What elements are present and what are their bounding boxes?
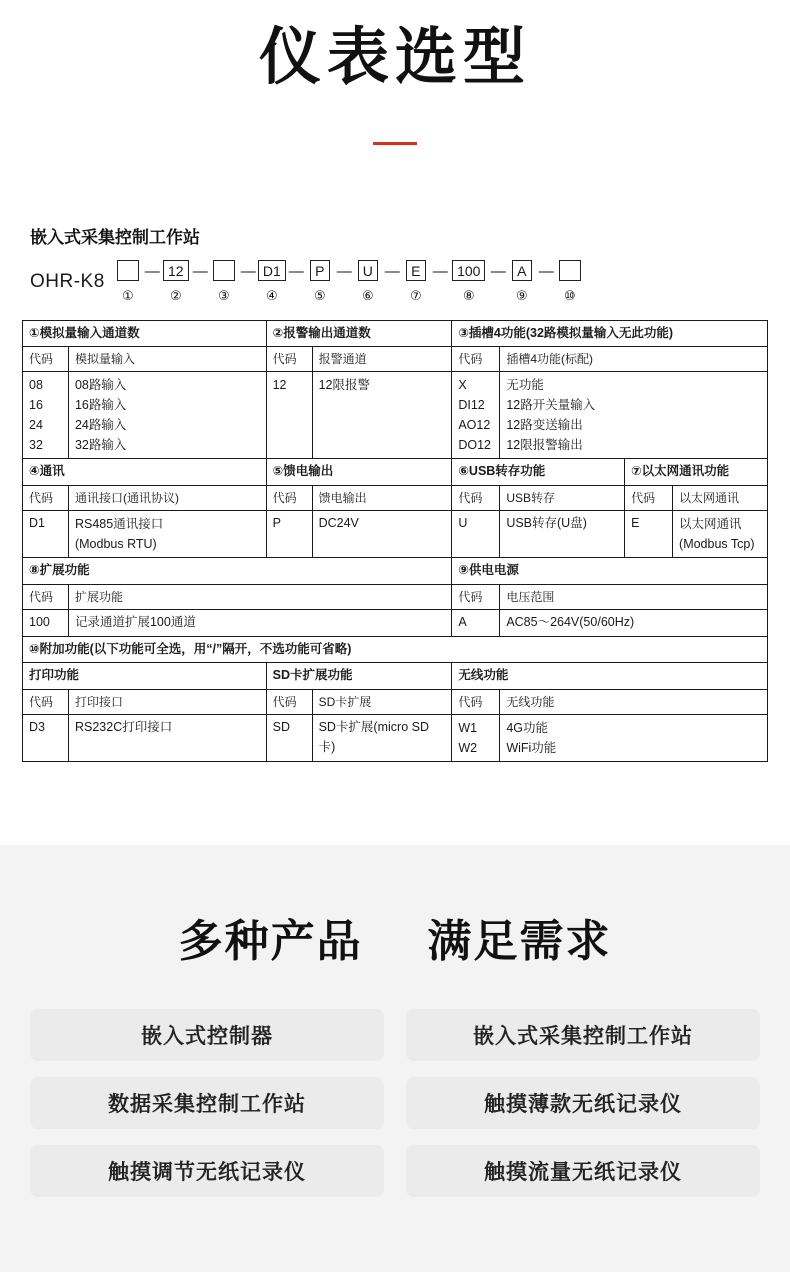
group-6-title: ⑥USB转存功能 bbox=[452, 459, 625, 485]
group-5-col-desc: 馈电输出 bbox=[312, 485, 452, 511]
table-row bbox=[23, 485, 768, 511]
group-2-codes bbox=[266, 372, 312, 459]
group-6-desc: USB转存(U盘) bbox=[500, 511, 625, 558]
group-8-col-desc: 扩展功能 bbox=[68, 584, 451, 610]
model-code-row bbox=[30, 260, 768, 304]
cell-value: 以太网通讯 bbox=[679, 517, 742, 532]
code-segment-1 bbox=[111, 260, 145, 304]
group-7-col-code: 代码 bbox=[625, 485, 673, 511]
code-box-10 bbox=[559, 260, 581, 281]
group-1-codes bbox=[23, 372, 69, 459]
group-7-title: ⑦以太网通讯功能 bbox=[625, 459, 768, 485]
sd-col-code: 代码 bbox=[266, 689, 312, 715]
group-4-title: ④通讯 bbox=[23, 459, 267, 485]
wireless-descs bbox=[500, 715, 768, 762]
table-row bbox=[23, 689, 768, 715]
code-dash-4: — bbox=[288, 263, 304, 280]
code-box-3 bbox=[213, 260, 235, 281]
cell-value: WiFi功能 bbox=[506, 741, 557, 756]
code-dash-1: — bbox=[144, 263, 160, 280]
print-group-title: 打印功能 bbox=[23, 663, 267, 689]
table-row bbox=[23, 610, 768, 636]
print-desc: RS232C打印接口 bbox=[68, 715, 266, 762]
cell-value: 08 bbox=[29, 378, 43, 393]
cell-value: 24 bbox=[29, 418, 43, 433]
product-item-4[interactable]: 触摸薄款无纸记录仪 bbox=[406, 1077, 760, 1129]
group-2-col-code: 代码 bbox=[266, 346, 312, 372]
code-dash-2: — bbox=[192, 263, 208, 280]
code-box-1 bbox=[117, 260, 139, 281]
product-item-6[interactable]: 触摸流量无纸记录仪 bbox=[406, 1145, 760, 1197]
code-segment-5 bbox=[303, 260, 337, 304]
table-row bbox=[23, 511, 768, 558]
table-row bbox=[23, 715, 768, 762]
code-dash-6: — bbox=[384, 263, 400, 280]
group-9-code: A bbox=[452, 610, 500, 636]
group-2-title: ②报警输出通道数 bbox=[266, 320, 452, 346]
code-dash-8: — bbox=[490, 263, 506, 280]
product-list bbox=[30, 1009, 760, 1197]
group-3-descs bbox=[500, 372, 768, 459]
code-dash-9: — bbox=[538, 263, 554, 280]
products-heading-right: 满足需求 bbox=[427, 916, 612, 967]
model-prefix: OHR-K8 bbox=[30, 270, 105, 292]
code-dash-7: — bbox=[432, 263, 448, 280]
group-5-code: P bbox=[266, 511, 312, 558]
cell-value: W1 bbox=[458, 721, 478, 736]
code-marker-1: ① bbox=[121, 287, 134, 303]
group-9-col-code: 代码 bbox=[452, 584, 500, 610]
cell-value: 08路输入 bbox=[74, 378, 127, 393]
group-4-desc bbox=[68, 511, 266, 558]
table-row bbox=[23, 320, 768, 346]
group-4-code: D1 bbox=[23, 511, 69, 558]
code-marker-2: ② bbox=[169, 287, 182, 303]
code-marker-10: ⑩ bbox=[563, 287, 576, 303]
code-marker-7: ⑦ bbox=[409, 287, 422, 303]
wireless-col-desc: 无线功能 bbox=[500, 689, 768, 715]
page-title: 仪表选型 bbox=[258, 20, 531, 93]
code-segment-6 bbox=[351, 260, 385, 304]
products-heading bbox=[0, 845, 790, 969]
group-3-col-desc: 插槽4功能(标配) bbox=[500, 346, 768, 372]
group-8-desc: 记录通道扩展100通道 bbox=[68, 610, 451, 636]
cell-value: 12限报警输出 bbox=[506, 438, 583, 453]
group-10-title: ⑩附加功能(以下功能可全选，用“/”隔开，不选功能可省略) bbox=[23, 636, 768, 662]
table-row bbox=[23, 663, 768, 689]
model-selector-section bbox=[0, 223, 790, 304]
code-marker-4: ④ bbox=[265, 287, 278, 303]
code-segment-4 bbox=[255, 260, 289, 304]
group-7-desc bbox=[673, 511, 768, 558]
code-dash-3: — bbox=[240, 263, 256, 280]
cell-value: 12路变送输出 bbox=[506, 418, 583, 433]
group-9-desc: AC85～264V(50/60Hz) bbox=[500, 610, 768, 636]
wireless-col-code: 代码 bbox=[452, 689, 500, 715]
cell-value: 16 bbox=[29, 398, 43, 413]
group-2-col-desc: 报警通道 bbox=[312, 346, 452, 372]
code-segment-3 bbox=[207, 260, 241, 304]
code-segment-8 bbox=[447, 260, 491, 304]
cell-value: 12限报警 bbox=[318, 378, 370, 393]
code-box-8: 100 bbox=[452, 260, 485, 281]
cell-value: 4G功能 bbox=[506, 721, 548, 736]
specification-table bbox=[22, 320, 768, 763]
cell-value: (Modbus Tcp) bbox=[679, 537, 755, 552]
table-row bbox=[23, 584, 768, 610]
group-6-col-code: 代码 bbox=[452, 485, 500, 511]
code-marker-3: ③ bbox=[217, 287, 230, 303]
product-item-2[interactable]: 嵌入式采集控制工作站 bbox=[406, 1009, 760, 1061]
code-box-7: E bbox=[406, 260, 426, 281]
sd-code: SD bbox=[266, 715, 312, 762]
group-8-title: ⑧扩展功能 bbox=[23, 558, 452, 584]
group-3-col-code: 代码 bbox=[452, 346, 500, 372]
group-8-col-code: 代码 bbox=[23, 584, 69, 610]
code-marker-6: ⑥ bbox=[361, 287, 374, 303]
sd-desc: SD卡扩展(micro SD卡) bbox=[312, 715, 452, 762]
group-1-title: ①模拟量输入通道数 bbox=[23, 320, 267, 346]
code-segment-9 bbox=[505, 260, 539, 304]
code-box-4: D1 bbox=[258, 260, 286, 281]
title-divider bbox=[373, 142, 417, 145]
table-row bbox=[23, 346, 768, 372]
group-7-code: E bbox=[625, 511, 673, 558]
print-col-code: 代码 bbox=[23, 689, 69, 715]
cell-value: RS485通讯接口 bbox=[74, 517, 164, 532]
cell-value: 12 bbox=[272, 378, 287, 393]
code-box-6: U bbox=[358, 260, 378, 281]
group-3-codes bbox=[452, 372, 500, 459]
code-dash-5: — bbox=[336, 263, 352, 280]
selector-title: 嵌入式采集控制工作站 bbox=[30, 227, 200, 247]
group-5-desc: DC24V bbox=[312, 511, 452, 558]
code-segment-7 bbox=[399, 260, 433, 304]
code-segment-2 bbox=[159, 260, 193, 304]
print-code: D3 bbox=[23, 715, 69, 762]
code-segment-10 bbox=[553, 260, 587, 304]
cell-value: (Modbus RTU) bbox=[74, 537, 157, 552]
sd-col-desc: SD卡扩展 bbox=[312, 689, 452, 715]
group-1-col-desc: 模拟量输入 bbox=[68, 346, 266, 372]
product-item-1[interactable]: 嵌入式控制器 bbox=[30, 1009, 384, 1061]
code-box-2: 12 bbox=[163, 260, 189, 281]
cell-value: AO12 bbox=[458, 418, 491, 433]
group-9-title: ⑨供电电源 bbox=[452, 558, 768, 584]
product-item-5[interactable]: 触摸调节无纸记录仪 bbox=[30, 1145, 384, 1197]
code-marker-8: ⑧ bbox=[462, 287, 475, 303]
cell-value: 12路开关量输入 bbox=[506, 398, 596, 413]
group-6-code: U bbox=[452, 511, 500, 558]
code-box-5: P bbox=[310, 260, 330, 281]
group-4-col-desc: 通讯接口(通讯协议) bbox=[68, 485, 266, 511]
print-col-desc: 打印接口 bbox=[68, 689, 266, 715]
code-marker-9: ⑨ bbox=[515, 287, 528, 303]
cell-value: 32 bbox=[29, 438, 43, 453]
table-row bbox=[23, 459, 768, 485]
group-6-col-desc: USB转存 bbox=[500, 485, 625, 511]
products-section bbox=[0, 845, 790, 1272]
cell-value: DO12 bbox=[458, 438, 491, 453]
table-row bbox=[23, 636, 768, 662]
cell-value: X bbox=[458, 378, 467, 393]
group-3-title: ③插槽4功能(32路模拟量输入无此功能) bbox=[452, 320, 768, 346]
hero-section bbox=[0, 0, 790, 145]
code-marker-5: ⑤ bbox=[313, 287, 326, 303]
code-box-9: A bbox=[512, 260, 532, 281]
group-5-col-code: 代码 bbox=[266, 485, 312, 511]
product-item-3[interactable]: 数据采集控制工作站 bbox=[30, 1077, 384, 1129]
group-5-title: ⑤馈电输出 bbox=[266, 459, 452, 485]
cell-value: 16路输入 bbox=[74, 398, 127, 413]
sd-group-title: SD卡扩展功能 bbox=[266, 663, 452, 689]
cell-value: DI12 bbox=[458, 398, 485, 413]
products-heading-left: 多种产品 bbox=[178, 916, 363, 967]
group-8-code: 100 bbox=[23, 610, 69, 636]
cell-value: W2 bbox=[458, 741, 478, 756]
table-row bbox=[23, 372, 768, 459]
table-row bbox=[23, 558, 768, 584]
group-1-col-code: 代码 bbox=[23, 346, 69, 372]
group-4-col-code: 代码 bbox=[23, 485, 69, 511]
cell-value: 24路输入 bbox=[74, 418, 127, 433]
wireless-group-title: 无线功能 bbox=[452, 663, 768, 689]
group-2-descs bbox=[312, 372, 452, 459]
group-9-col-desc: 电压范围 bbox=[500, 584, 768, 610]
wireless-codes bbox=[452, 715, 500, 762]
cell-value: 无功能 bbox=[506, 378, 544, 393]
cell-value: 32路输入 bbox=[74, 438, 127, 453]
group-7-col-desc: 以太网通讯 bbox=[673, 485, 768, 511]
group-1-descs bbox=[68, 372, 266, 459]
